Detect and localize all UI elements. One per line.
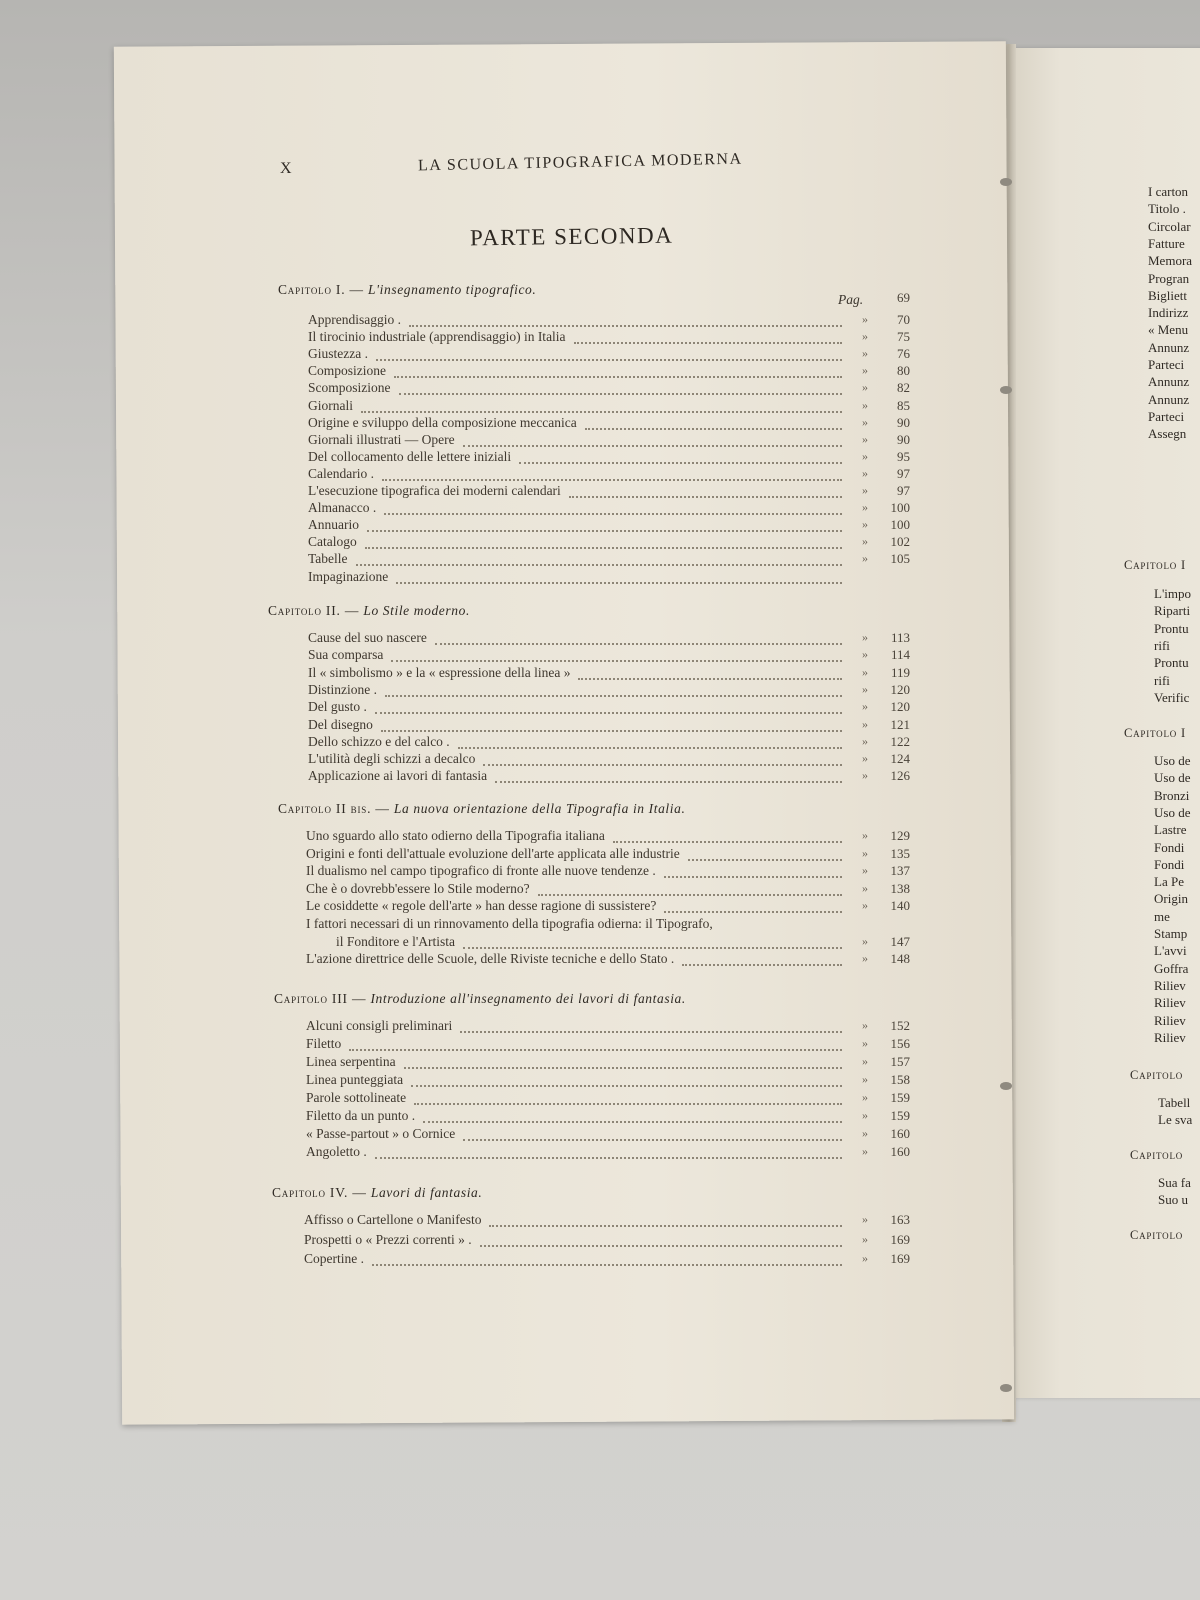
ditto-mark: »: [862, 534, 868, 549]
entry-page-number: 138: [890, 880, 910, 896]
right-page-line: Annunz: [1148, 339, 1190, 355]
entry-title: Uno sguardo allo stato odierno della Tipografia italiana: [306, 828, 605, 843]
right-page-line: Riliev: [1154, 977, 1186, 993]
entry-title: Apprendisaggio .: [308, 312, 401, 327]
right-page-line: Uso de: [1154, 770, 1191, 786]
toc-entry: [0, 329, 960, 347]
ditto-mark: »: [862, 898, 868, 913]
right-page-line: Memora: [1148, 253, 1193, 269]
right-page-chapter-heading: Capitolo I: [1124, 558, 1186, 572]
entry-page-number: 70: [897, 312, 910, 327]
ditto-mark: »: [862, 1231, 868, 1246]
entry-title: Parole sottolineate: [306, 1090, 407, 1105]
entry-page-number: 85: [897, 397, 910, 413]
entry-page-number: 169: [890, 1231, 910, 1247]
entry-title: Linea serpentina: [306, 1054, 396, 1069]
ditto-mark: »: [862, 751, 868, 766]
ditto-mark: »: [862, 1018, 868, 1032]
dot-leader: [664, 874, 842, 878]
entry-page-number: 122: [890, 733, 910, 749]
entry-page-number: 156: [890, 1036, 910, 1051]
toc-entry: [0, 534, 960, 552]
entry-page-number: 114: [890, 647, 910, 663]
toc-entry: [0, 682, 960, 700]
entry-title: Il tirocinio industriale (apprendisaggio) in Italia: [308, 329, 566, 345]
entry-title: Catalogo: [308, 534, 357, 550]
toc-entry: [0, 1018, 960, 1036]
chapter-title: Lavori di fantasia.: [370, 1185, 483, 1200]
entry-page-number: 80: [897, 363, 910, 379]
dot-leader: [414, 1101, 842, 1105]
entry-page-number: 140: [890, 898, 910, 914]
right-page-line: Assegn: [1148, 426, 1187, 442]
dot-leader: [391, 658, 842, 662]
ditto-mark: »: [862, 1054, 868, 1068]
toc-entry: [0, 951, 960, 969]
dot-leader: [384, 511, 842, 515]
chapter-heading: [274, 991, 686, 1007]
dot-leader: [458, 745, 842, 749]
toc-entry: [0, 898, 960, 916]
chapter-title: Lo Stile moderno.: [363, 603, 470, 618]
entry-page-number: 160: [890, 1126, 910, 1141]
right-page-line: Prontu: [1154, 655, 1189, 671]
dot-leader: [483, 762, 842, 766]
entry-page-number: 82: [897, 380, 910, 396]
dot-leader: [569, 494, 842, 498]
right-page-line: rifi: [1154, 637, 1170, 653]
ditto-mark: »: [862, 1251, 868, 1265]
entry-title: Copertine .: [304, 1251, 364, 1266]
right-page-line: Prontu: [1154, 620, 1189, 636]
entry-title: Il dualismo nel campo tipografico di fronte alle nuove tendenze .: [306, 863, 656, 879]
right-page-line: Suo u: [1158, 1192, 1188, 1208]
ditto-mark: »: [862, 828, 868, 842]
entry-title: il Fonditore e l'Artista: [336, 933, 456, 949]
entry-title: Sua comparsa: [308, 647, 384, 663]
right-page-line: Parteci: [1148, 357, 1185, 372]
dot-leader: [538, 892, 842, 896]
dot-leader: [613, 839, 842, 843]
right-page-line: « Menu: [1148, 322, 1189, 338]
toc-entry: [0, 699, 960, 717]
chapter-title: La nuova orientazione della Tipografia in Italia.: [393, 801, 686, 816]
right-page-line: Sua fa: [1158, 1175, 1191, 1190]
entry-title: Linea punteggiata: [306, 1072, 404, 1087]
toc-entry: [0, 415, 960, 433]
toc-entry: [0, 647, 960, 665]
toc-entry: [0, 1251, 960, 1269]
ditto-mark: »: [862, 880, 868, 895]
toc-entry: [0, 517, 960, 535]
toc-entry: [0, 630, 960, 648]
dot-leader: [411, 1083, 842, 1087]
entry-title: L'azione direttrice delle Scuole, delle Riviste tecniche e dello Stato .: [306, 951, 675, 967]
dot-leader: [463, 945, 842, 949]
ditto-mark: »: [862, 845, 868, 860]
ditto-mark: »: [862, 699, 868, 714]
ditto-mark: »: [862, 1108, 868, 1122]
entry-page-number: 126: [890, 768, 910, 784]
toc-entry: [0, 1036, 960, 1054]
right-page-line: Circolar: [1148, 218, 1191, 234]
entry-title: Composizione: [308, 363, 386, 379]
ditto-mark: »: [862, 551, 868, 566]
dot-leader: [682, 962, 842, 966]
entry-page-number: 135: [890, 845, 910, 861]
toc-entry: [0, 717, 960, 735]
right-page-line: Lastre: [1154, 822, 1187, 838]
entry-page-number: 158: [890, 1072, 910, 1087]
toc-entry: [0, 768, 960, 786]
ditto-mark: »: [862, 630, 868, 644]
toc-entry: [0, 734, 960, 752]
entry-page-number: 147: [890, 933, 910, 949]
toc-entry: [0, 346, 960, 364]
entry-page-number: 69: [897, 290, 910, 305]
ditto-mark: »: [862, 500, 868, 515]
entry-page-number: 169: [890, 1251, 910, 1266]
toc-entry: [0, 846, 960, 864]
right-page-line: Tabell: [1158, 1095, 1191, 1110]
entry-title: Del collocamento delle lettere iniziali: [308, 448, 512, 464]
entry-title: Del gusto .: [308, 699, 367, 715]
chapter-label: Capitolo III —: [274, 991, 371, 1006]
ditto-mark: »: [862, 1144, 868, 1158]
toc-entry: [0, 1090, 960, 1108]
entry-page-number: 102: [890, 534, 910, 550]
toc-entry: [0, 483, 960, 501]
ditto-mark: »: [862, 483, 868, 497]
right-page-chapter-heading: Capitolo: [1130, 1228, 1184, 1242]
right-page-line: me: [1154, 908, 1170, 924]
ditto-mark: »: [862, 380, 868, 395]
dot-leader: [365, 545, 842, 549]
entry-title: Alcuni consigli preliminari: [306, 1018, 453, 1033]
dot-leader: [372, 1262, 842, 1266]
dot-leader: [519, 460, 842, 464]
entry-page-number: 105: [890, 551, 910, 567]
entry-page-number: 95: [897, 448, 910, 464]
right-page-contents: [1010, 48, 1200, 1408]
right-page-chapter-heading: Capitolo: [1130, 1148, 1184, 1162]
ditto-mark: »: [862, 312, 868, 326]
entry-title: L'esecuzione tipografica dei moderni calendari: [308, 483, 561, 498]
entry-page-number: 129: [890, 828, 910, 843]
chapter-heading: [272, 1185, 482, 1201]
dot-leader: [381, 728, 842, 732]
ditto-mark: »: [862, 414, 868, 429]
right-page-line: Titolo .: [1148, 201, 1186, 217]
entry-page-number: 121: [890, 716, 910, 732]
chapter-label: Capitolo IV. —: [272, 1185, 371, 1200]
right-page-chapter-heading: Capitolo: [1130, 1068, 1184, 1082]
toc-entry: [0, 751, 960, 769]
entry-title: Applicazione ai lavori di fantasia: [308, 768, 488, 784]
dot-leader: [399, 391, 843, 395]
entry-title: Giornali illustrati — Opere: [308, 431, 455, 447]
entry-page-number: 148: [890, 951, 910, 967]
right-page-line: Verific: [1154, 689, 1190, 705]
entry-page-number: 100: [890, 500, 910, 516]
dot-leader: [375, 710, 842, 714]
entry-page-number: 120: [890, 699, 910, 715]
right-page-line: Riparti: [1154, 603, 1191, 619]
ditto-mark: »: [862, 647, 868, 662]
entry-title: Il « simbolismo » e la « espressione della linea »: [308, 664, 571, 680]
dot-leader: [404, 1065, 842, 1069]
pag-label: Pag.: [838, 292, 864, 307]
dot-leader: [574, 340, 842, 344]
ditto-mark: »: [862, 681, 868, 696]
right-page-line: Annunz: [1148, 374, 1190, 390]
ditto-mark: »: [862, 768, 868, 783]
right-page-line: Riliev: [1154, 1029, 1186, 1045]
dot-leader: [463, 443, 842, 447]
book-title: LA SCUOLA TIPOGRAFICA MODERNA: [417, 150, 743, 175]
ditto-mark: »: [862, 431, 868, 446]
part-title: PARTE SECONDA: [469, 222, 674, 251]
chapter-label: Capitolo II. —: [268, 603, 364, 618]
dot-leader: [376, 357, 842, 361]
right-page-line: Bigliett: [1148, 287, 1187, 303]
entry-title: « Passe-partout » o Cornice: [306, 1126, 456, 1141]
toc-entry: [0, 828, 960, 846]
ditto-mark: »: [862, 733, 868, 748]
right-page-line: Goffra: [1154, 960, 1189, 976]
right-page-line: Stamp: [1154, 926, 1188, 941]
entry-title: Giustezza .: [308, 346, 368, 362]
entry-title: Almanacco .: [308, 500, 377, 516]
chapter-heading: [268, 603, 470, 619]
chapter-heading: [278, 282, 536, 298]
chapter-title: Introduzione all'insegnamento dei lavori di fantasia.: [370, 991, 686, 1006]
entry-title: Impaginazione: [308, 568, 389, 584]
ditto-mark: »: [862, 465, 868, 480]
entry-title: Origini e fonti dell'attuale evoluzione dell'arte applicata alle industrie: [306, 845, 680, 861]
entry-page-number: 159: [890, 1108, 910, 1123]
ditto-mark: »: [862, 346, 868, 361]
dot-leader: [495, 779, 842, 783]
dot-leader: [382, 477, 842, 481]
dot-leader: [385, 693, 842, 697]
ditto-mark: »: [862, 363, 868, 378]
entry-page-number: 76: [897, 346, 910, 362]
toc-entry: [0, 380, 960, 398]
entry-title: Distinzione .: [308, 681, 377, 697]
dot-leader: [585, 426, 842, 430]
dot-leader: [460, 1029, 842, 1033]
ditto-mark: »: [862, 951, 868, 966]
toc-entry: [0, 500, 960, 518]
entry-page-number: 97: [897, 465, 910, 481]
ditto-mark: »: [862, 329, 868, 344]
entry-title: Origine e sviluppo della composizione meccanica: [308, 414, 577, 430]
toc-entry: [0, 551, 960, 569]
dot-leader: [489, 1223, 842, 1227]
entry-title: Che è o dovrebb'essere lo Stile moderno?: [306, 880, 530, 896]
right-page-line: Indirizz: [1148, 305, 1189, 321]
right-page-line: La Pe: [1154, 874, 1184, 890]
dot-leader: [356, 562, 842, 566]
right-page-line: Uso de: [1154, 804, 1191, 820]
right-page-line: Bronzi: [1154, 787, 1190, 803]
toc-entry: [0, 916, 960, 934]
right-page-line: rifi: [1154, 672, 1170, 688]
toc-entry: [0, 398, 960, 416]
toc-entry: [0, 363, 960, 381]
chapter-label: Capitolo II bis. —: [278, 801, 394, 816]
entry-title: Affisso o Cartellone o Manifesto: [304, 1212, 482, 1227]
entry-title: Calendario .: [308, 465, 374, 481]
entry-page-number: 113: [890, 630, 910, 645]
entry-title: Angoletto .: [306, 1144, 367, 1159]
ditto-mark: »: [862, 1090, 868, 1104]
dot-leader: [361, 409, 842, 413]
toc-entry: [0, 1232, 960, 1250]
entry-title: Filetto da un punto .: [306, 1108, 416, 1123]
entry-page-number: 119: [890, 664, 910, 680]
ditto-mark: »: [862, 716, 868, 731]
right-page-line: Uso de: [1154, 753, 1191, 768]
entry-page-number: 75: [897, 329, 910, 345]
entry-title: I fattori necessari di un rinnovamento della tipografia odierna: il Tipografo,: [306, 916, 713, 931]
right-page-line: L'avvi: [1154, 943, 1187, 959]
ditto-mark: »: [862, 1126, 868, 1140]
dot-leader: [688, 857, 842, 861]
toc-entry: [0, 881, 960, 899]
right-page-line: Le sva: [1158, 1112, 1193, 1128]
dot-leader: [435, 641, 842, 645]
dot-leader: [664, 909, 842, 913]
right-page-line: Riliev: [1154, 1012, 1186, 1028]
entry-page-number: 97: [897, 483, 910, 498]
toc-entry: [0, 1212, 960, 1230]
dot-leader: [463, 1137, 842, 1141]
toc-entry: [0, 466, 960, 484]
entry-title: Annuario: [308, 517, 359, 533]
dot-leader: [394, 374, 842, 378]
ditto-mark: »: [862, 1072, 868, 1086]
right-page-line: Progran: [1148, 270, 1190, 286]
ditto-mark: »: [862, 863, 868, 878]
dot-leader: [375, 1155, 842, 1159]
ditto-mark: »: [862, 664, 868, 679]
entry-page-number: 124: [890, 751, 910, 767]
right-page-line: L'impo: [1154, 586, 1192, 601]
right-page-line: Fatture: [1148, 235, 1185, 251]
entry-title: Prospetti o « Prezzi correnti » .: [304, 1231, 472, 1247]
entry-page-number: 160: [890, 1144, 910, 1159]
toc-entry: [0, 312, 960, 330]
toc-entry: [0, 432, 960, 450]
entry-page-number: 120: [890, 681, 910, 697]
ditto-mark: »: [862, 1212, 868, 1226]
dot-leader: [396, 580, 842, 584]
entry-title: Tabelle: [308, 551, 348, 567]
toc-entry: [0, 449, 960, 467]
right-page-line: Fondi: [1154, 856, 1185, 872]
right-page-line: Fondi: [1154, 839, 1185, 855]
chapter-label: Capitolo I. —: [278, 282, 369, 297]
entry-title: Cause del suo nascere: [308, 630, 427, 645]
ditto-mark: »: [862, 933, 868, 948]
entry-page-number: 90: [897, 431, 910, 447]
ditto-mark: »: [862, 448, 868, 463]
right-page-line: Parteci: [1148, 408, 1185, 424]
entry-title: Dello schizzo e del calco .: [308, 733, 450, 749]
right-page-line: Origin: [1154, 891, 1188, 907]
chapter-title: L'insegnamento tipografico.: [368, 282, 537, 297]
toc-entry: [0, 1144, 960, 1162]
toc-entry: [0, 863, 960, 881]
toc-entry: [0, 665, 960, 683]
entry-title: Del disegno: [308, 716, 373, 732]
dot-leader: [423, 1119, 842, 1123]
chapter-heading: [278, 801, 685, 817]
ditto-mark: »: [862, 517, 868, 532]
entry-title: Scomposizione: [308, 380, 391, 396]
entry-page-number: 159: [890, 1090, 910, 1105]
entry-title: L'utilità degli schizzi a decalco: [308, 751, 476, 767]
dot-leader: [367, 528, 842, 532]
right-page-chapter-heading: Capitolo I: [1124, 726, 1186, 740]
ditto-mark: »: [862, 397, 868, 412]
right-page-line: Riliev: [1154, 995, 1186, 1011]
entry-page-number: 100: [890, 517, 910, 533]
toc-entry: [0, 569, 960, 587]
entry-page-number: 90: [897, 414, 910, 430]
entry-page-number: 137: [890, 863, 910, 879]
dot-leader: [349, 1047, 842, 1051]
dot-leader: [409, 323, 842, 327]
page-folio: X: [280, 160, 294, 177]
entry-title: Filetto: [306, 1036, 342, 1051]
dot-leader: [480, 1243, 842, 1247]
toc-entry: [0, 934, 960, 952]
ditto-mark: »: [862, 1036, 868, 1050]
right-page-line: I carton: [1148, 184, 1189, 199]
right-page-line: Annunz: [1148, 391, 1190, 407]
toc-entry: [0, 1126, 960, 1144]
toc-entry: [0, 1054, 960, 1072]
entry-page-number: 157: [890, 1054, 910, 1069]
dot-leader: [578, 676, 842, 680]
entry-title: Le cosiddette « regole dell'arte » han desse ragione di sussistere?: [306, 898, 657, 914]
toc-entry: [0, 1072, 960, 1090]
entry-title: Giornali: [308, 397, 353, 413]
entry-page-number: 163: [890, 1212, 910, 1227]
entry-page-number: 152: [890, 1018, 910, 1033]
toc-entry: [0, 1108, 960, 1126]
